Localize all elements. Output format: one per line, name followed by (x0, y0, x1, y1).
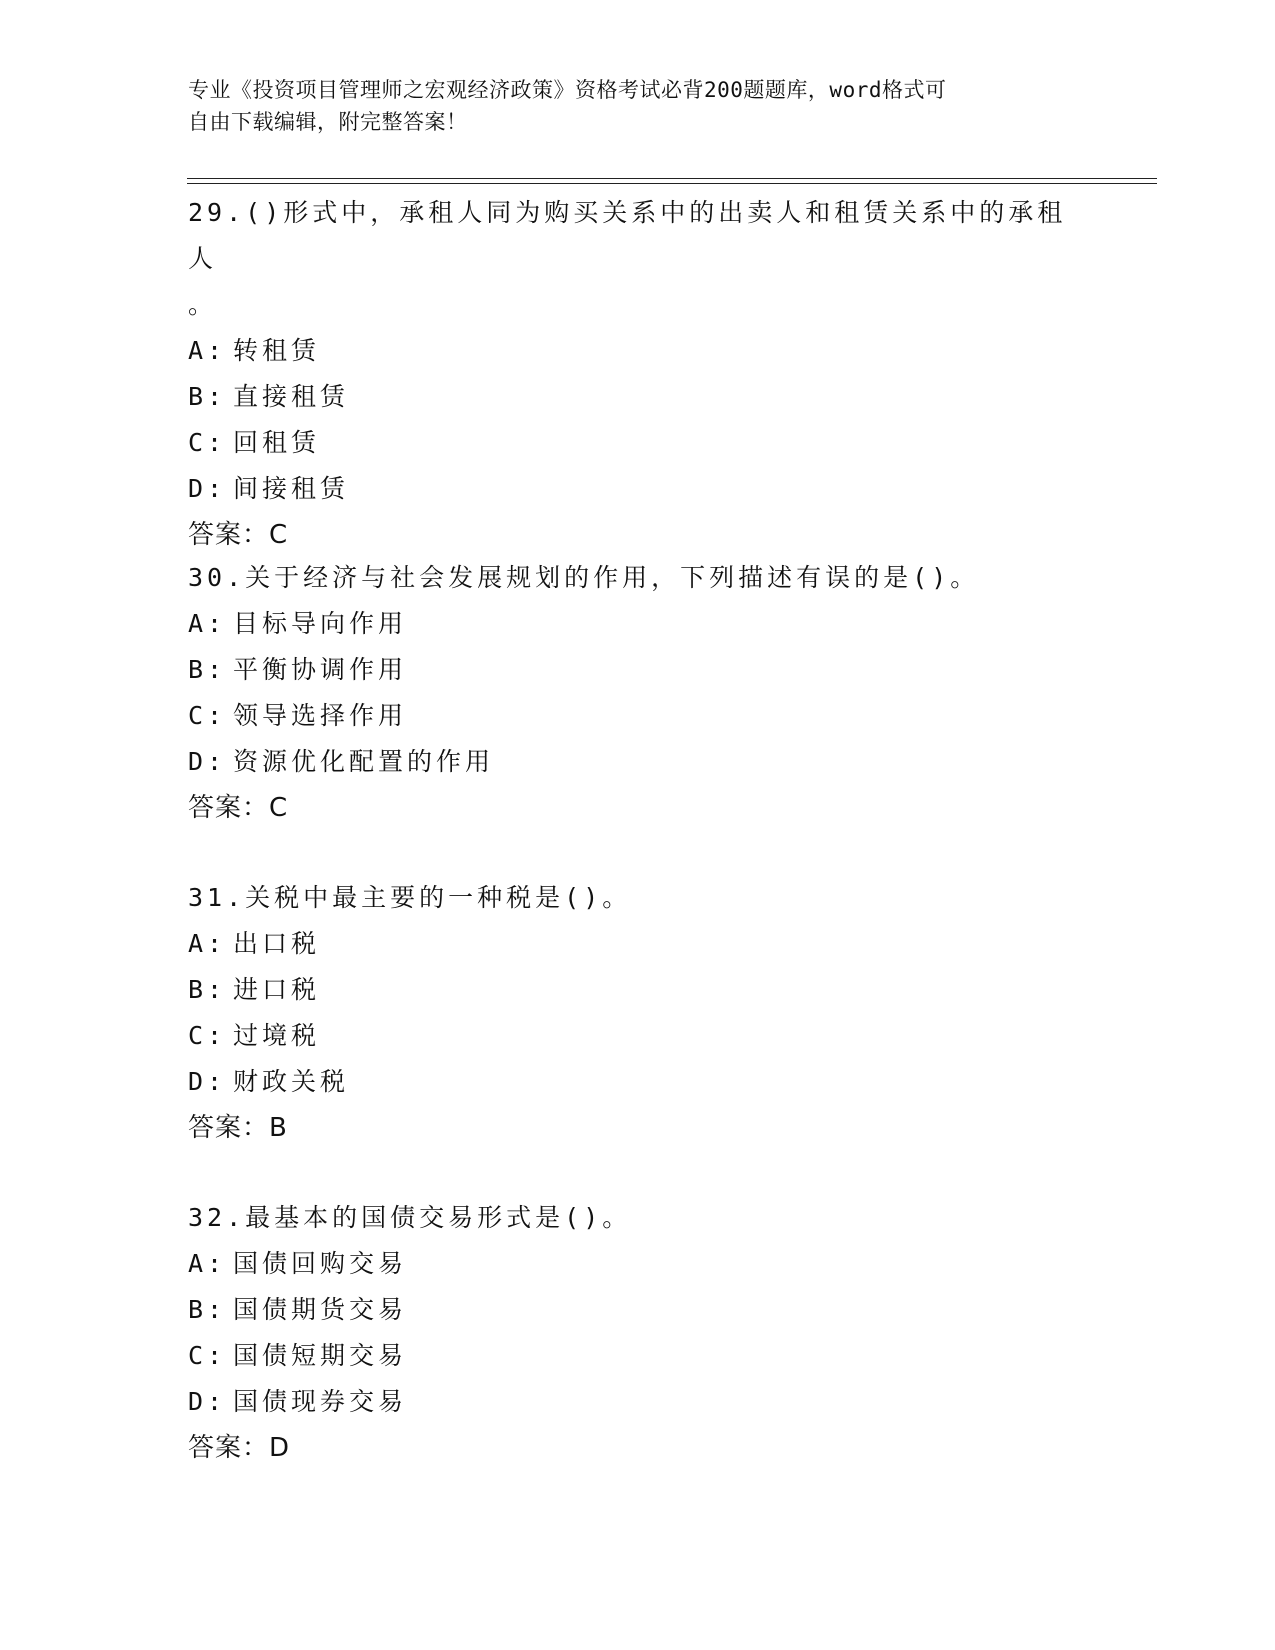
option-letter: B: (188, 655, 227, 684)
option-letter: D: (188, 1387, 227, 1416)
option-d (188, 1379, 1088, 1425)
option-text: 平衡协调作用 (233, 655, 408, 684)
answer-value: D (269, 1433, 291, 1463)
option-letter: A: (188, 1249, 227, 1278)
header-line-1: 专业《投资项目管理师之宏观经济政策》资格考试必背200题题库，word格式可 (188, 78, 947, 102)
option-letter: D: (188, 474, 227, 503)
option-letter: A: (188, 336, 227, 365)
option-letter: A: (188, 609, 227, 638)
answer-label: 答案： (188, 1113, 270, 1143)
option-text: 国债回购交易 (233, 1249, 408, 1278)
header-line-2: 自由下载编辑，附完整答案！ (188, 110, 468, 134)
question-stem-continuation: 。 (188, 290, 218, 319)
question-stem: 29.()形式中，承租人同为购买关系中的出卖人和租赁关系中的承租人 (188, 198, 1067, 273)
option-letter: C: (188, 1021, 227, 1050)
option-letter: D: (188, 1067, 227, 1096)
option-letter: C: (188, 1341, 227, 1370)
option-b (188, 1287, 1088, 1333)
option-d (188, 466, 1088, 512)
option-d (188, 739, 1088, 785)
answer-label: 答案： (188, 520, 270, 550)
question-stem: 30.关于经济与社会发展规划的作用，下列描述有误的是()。 (188, 563, 980, 592)
option-text: 过境税 (233, 1021, 321, 1050)
option-c (188, 693, 1088, 739)
question-stem: 31.关税中最主要的一种税是()。 (188, 883, 632, 912)
option-letter: B: (188, 1295, 227, 1324)
option-c (188, 1333, 1088, 1379)
question-32 (188, 1195, 1088, 1471)
answer-label: 答案： (188, 793, 270, 823)
option-text: 资源优化配置的作用 (233, 747, 495, 776)
question-30 (188, 555, 1088, 831)
option-a (188, 1241, 1088, 1287)
answer-line (188, 785, 1088, 831)
option-a (188, 601, 1088, 647)
option-letter: C: (188, 428, 227, 457)
option-text: 回租赁 (233, 428, 321, 457)
option-text: 间接租赁 (233, 474, 350, 503)
option-b (188, 967, 1088, 1013)
question-29 (188, 190, 1088, 558)
header-divider-bottom (187, 183, 1157, 184)
option-text: 财政关税 (233, 1067, 350, 1096)
answer-line (188, 1105, 1088, 1151)
question-31 (188, 875, 1088, 1151)
option-d (188, 1059, 1088, 1105)
option-letter: A: (188, 929, 227, 958)
option-letter: B: (188, 382, 227, 411)
option-c (188, 1013, 1088, 1059)
answer-label: 答案： (188, 1433, 270, 1463)
answer-value: B (269, 1113, 288, 1143)
option-c (188, 420, 1088, 466)
question-stem: 32.最基本的国债交易形式是()。 (188, 1203, 632, 1232)
option-letter: C: (188, 701, 227, 730)
option-text: 国债期货交易 (233, 1295, 408, 1324)
option-b (188, 647, 1088, 693)
option-a (188, 921, 1088, 967)
answer-value: C (269, 520, 289, 550)
document-header (188, 74, 1068, 138)
option-letter: D: (188, 747, 227, 776)
option-a (188, 328, 1088, 374)
option-text: 国债短期交易 (233, 1341, 408, 1370)
option-text: 进口税 (233, 975, 321, 1004)
answer-value: C (269, 793, 289, 823)
header-divider-top (187, 178, 1157, 179)
option-text: 转租赁 (233, 336, 321, 365)
option-text: 目标导向作用 (233, 609, 408, 638)
answer-line (188, 512, 1088, 558)
option-letter: B: (188, 975, 227, 1004)
option-b (188, 374, 1088, 420)
option-text: 领导选择作用 (233, 701, 408, 730)
answer-line (188, 1425, 1088, 1471)
option-text: 出口税 (233, 929, 321, 958)
option-text: 国债现券交易 (233, 1387, 408, 1416)
option-text: 直接租赁 (233, 382, 350, 411)
